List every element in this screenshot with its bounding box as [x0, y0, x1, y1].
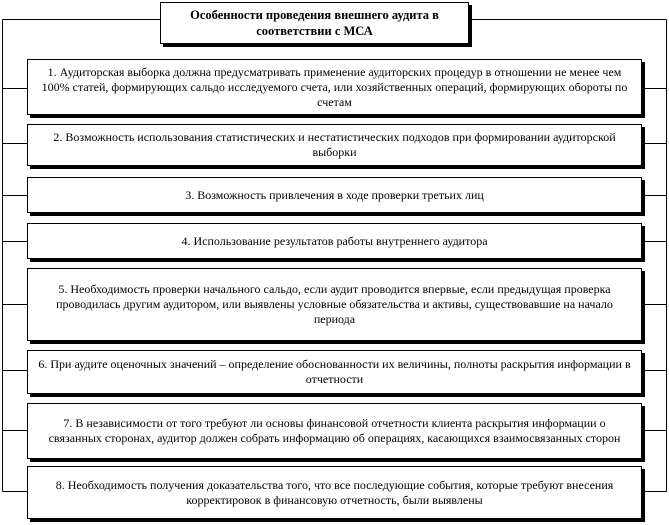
item-box-4 [27, 223, 642, 259]
item-box-2 [27, 124, 642, 166]
item-box-7 [27, 403, 642, 459]
item-text-6: 6. При аудите оценочных значений – определение обоснованности их величины, полноты раскрытия информации в отчетности [38, 357, 631, 386]
item-text-1: 1. Аудиторская выборка должна предусматривать применение аудиторских процедур в отношении не менее чем 100% статей, формирующих сальдо исследуемого счета, или хозяйственных операций, формирующих обороты по счетам [41, 64, 628, 109]
item-box-3 [27, 177, 642, 213]
item-text-3: 3. Возможность привлечения в ходе проверки третьих лиц [185, 187, 484, 202]
item-text-5: 5. Необходимость проверки начального сальдо, если аудит проводится впервые, если предыдущая проверка проводилась другим аудитором, или выявлены условные обязательства и активы, существовавшие на начало периода [56, 282, 613, 326]
item-text-7: 7. В независимости от того требуют ли основы финансовой отчетности клиента раскрытия информации о связанных сторонах, аудитор должен собрать информацию об операциях, касающихся взаимосвязанных сторон [48, 416, 621, 445]
item-text-4: 4. Использование результатов работы внутреннего аудитора [181, 233, 488, 248]
item-box-1 [27, 59, 642, 115]
diagram-title: Особенности проведения внешнего аудита в соответствии с МСА [190, 8, 439, 38]
item-box-8 [27, 466, 642, 519]
item-box-5 [27, 268, 642, 341]
item-text-2: 2. Возможность использования статистических и нестатистических подходов при формировании аудиторской выборки [53, 130, 616, 159]
item-text-8: 8. Необходимость получения доказательства того, что все последующие события, которые требуют внесения корректировок в финансовую отчетность, были выявлены [55, 477, 614, 507]
item-box-6 [27, 350, 642, 394]
diagram-title-box [160, 2, 469, 44]
